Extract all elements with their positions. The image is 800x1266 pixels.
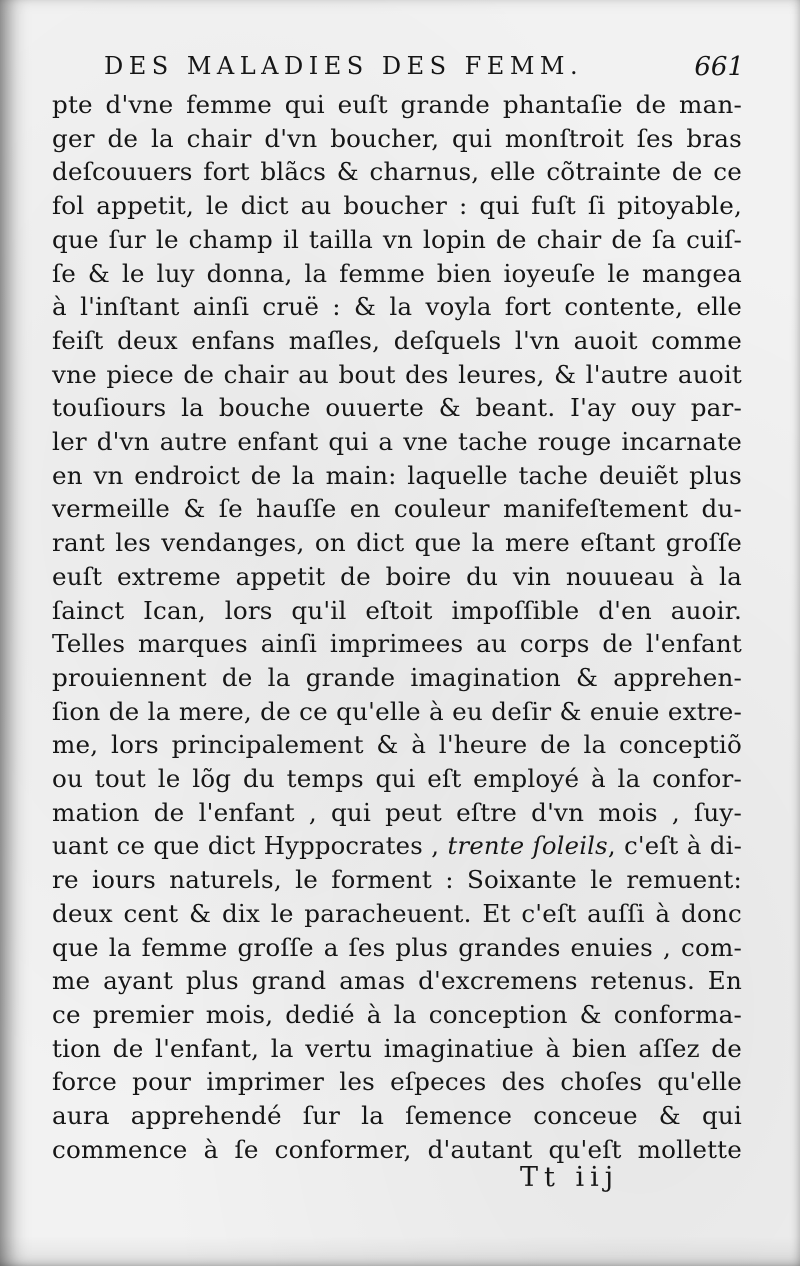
text-line: ou tout le lõg du temps qui eſt employé à la confor- — [52, 764, 742, 794]
text-line: ger de la chair d'vn boucher, qui monſtroit ſes bras — [52, 123, 742, 153]
text-line: Telles marques ainſi imprimees au corps de l'enfant — [52, 629, 742, 659]
text-line: à l'inſtant ainſi cruë : & la voyla fort contente, elle — [52, 292, 742, 322]
text-line: fol appetit, le dict au boucher : qui fuſt ſi pitoyable, — [52, 191, 742, 221]
text-line: ce premier mois, dedié à la conception & conforma- — [52, 999, 742, 1029]
page-number: 661 — [694, 52, 744, 82]
text-line: touſiours la bouche ouuerte & beant. I'ay ouy par- — [52, 393, 742, 423]
text-line: deux cent & dix le paracheuent. Et c'eſt auſſi à donc — [52, 898, 742, 928]
running-title: DES MALADIES DES FEMM. — [104, 52, 584, 80]
text-line: vermeille & ſe hauſſe en couleur manifeſtement du- — [52, 494, 742, 524]
text-line: ſe & le luy donna, la femme bien ioyeuſe le mangea — [52, 258, 742, 288]
page-header — [104, 52, 744, 88]
text-line: re iours naturels, le forment : Soixante le remuent: — [52, 865, 742, 895]
page-edge-shadow — [0, 1236, 800, 1266]
text-line: prouiennent de la grande imagination & apprehen- — [52, 662, 742, 692]
text-line: me, lors principalement & à l'heure de la conceptiõ — [52, 730, 742, 760]
text-line: euſt extreme appetit de boire du vin nouueau à la — [52, 561, 742, 591]
text-line: tion de l'enfant, la vertu imaginatiue à bien aſſez de — [52, 1033, 742, 1063]
text-line: vne piece de chair au bout des leures, & l'autre auoit — [52, 359, 742, 389]
text-line: ler d'vn autre enfant qui a vne tache rouge incarnate — [52, 427, 742, 457]
text-line: que la femme groſſe a ſes plus grandes enuies , com- — [52, 932, 742, 962]
text-line: que ſur le champ il tailla vn lopin de chair de ſa cuiſ- — [52, 224, 742, 254]
text-line: rant les vendanges, on dict que la mere eſtant groſſe — [52, 528, 742, 558]
text-line: me ayant plus grand amas d'excremens retenus. En — [52, 966, 742, 996]
signature-mark: Tt iij — [520, 1162, 620, 1193]
text-line: force pour imprimer les eſpeces des choſes qu'elle — [52, 1067, 742, 1097]
text-line: deſcouuers fort blãcs & charnus, elle cõtrainte de ce — [52, 157, 742, 187]
text-line: pte d'vne femme qui euſt grande phantaſie de man- — [52, 90, 742, 119]
text-line: aura apprehendé ſur la ſemence conceue & qui — [52, 1101, 742, 1131]
text-line: commence à ſe conformer, d'autant qu'eſt mollette — [52, 1134, 742, 1164]
body-text — [52, 88, 742, 1167]
text-line: uant ce que dict Hyppocrates , trente ſoleils, c'eſt à di- — [52, 831, 743, 861]
text-line: mation de l'enfant , qui peut eſtre d'vn mois , ſuy- — [52, 797, 742, 827]
text-line: en vn endroict de la main: laquelle tache deuiẽt plus — [52, 460, 742, 490]
italic-phrase: trente ſoleils — [447, 831, 608, 861]
text-line: ſainct Ican, lors qu'il eſtoit impoſſible d'en auoir. — [52, 595, 742, 625]
text-line: ſion de la mere, de ce qu'elle à eu deſir & enuie extre- — [52, 696, 742, 726]
text-line: feiſt deux enfans maſles, deſquels l'vn auoit comme — [52, 325, 742, 355]
